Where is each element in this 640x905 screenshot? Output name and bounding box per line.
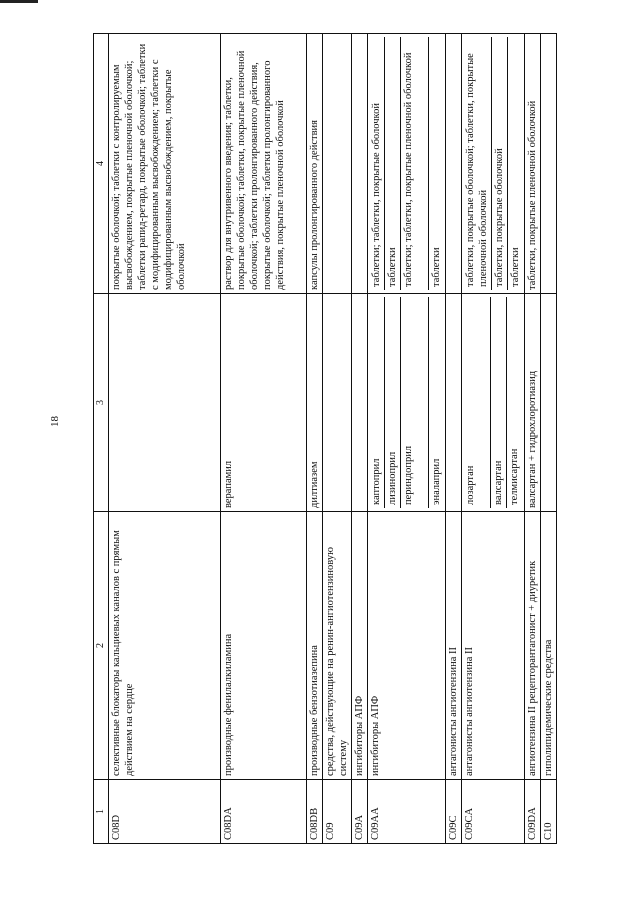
dosage-forms: таблетки, покрытые оболочкой: [491, 37, 507, 290]
drug-name: дилтиазем: [307, 294, 323, 512]
drug-list: [368, 294, 446, 512]
atc-code: C08D: [109, 780, 221, 844]
dosage-forms: капсулы пролонгированного действия: [307, 34, 323, 294]
dosage-forms-list: [368, 34, 446, 294]
top-edge-mark: [0, 0, 38, 3]
group-name: антагонисты ангиотензина II: [462, 512, 525, 780]
table-row: [541, 34, 557, 844]
dosage-forms: таблетки: [428, 37, 444, 290]
group-name: производные бензотиазепина: [307, 512, 323, 780]
atc-code: C08DA: [221, 780, 307, 844]
header-col-2: 2: [94, 512, 109, 780]
drug-name: [541, 294, 557, 512]
drug-name: [109, 294, 221, 512]
dosage-forms: таблетки; таблетки, покрытые оболочкой: [371, 103, 382, 287]
dosage-forms: таблетки, покрытые пленочной оболочкой: [525, 34, 541, 294]
atc-code: C08DB: [307, 780, 323, 844]
page-number: 18: [49, 416, 61, 427]
drug-name: периндоприл: [400, 297, 428, 508]
table-row: [525, 34, 541, 844]
group-name: ангиотензина II рецепторантагонист + диуретик: [525, 512, 541, 780]
dosage-forms: [352, 34, 368, 294]
table-row: [221, 34, 307, 844]
drug-name: каптоприл: [371, 458, 382, 505]
drug-name: лозартан: [465, 465, 476, 505]
table-row: [462, 34, 525, 844]
dosage-forms-list: [462, 34, 525, 294]
dosage-forms: раствор для внутривенного введения; таблетки, покрытые оболочкой; таблетки, покрытые пленочной оболочкой; таблетки пролонгированного действия, покрытые оболочкой; таблетки пролонгированного действия, покрытые пленочной оболочкой: [221, 34, 307, 294]
table-row: [109, 34, 221, 844]
atc-code: C09: [323, 780, 352, 844]
dosage-forms: [446, 34, 462, 294]
dosage-forms: таблетки, покрытые оболочкой; таблетки, покрытые пленочной оболочкой: [465, 53, 489, 287]
group-name: средства, действующие на ренин-ангиотензиновую систему: [323, 512, 352, 780]
atc-code: C09C: [446, 780, 462, 844]
dosage-forms: таблетки: [507, 37, 523, 290]
atc-code: C09A: [352, 780, 368, 844]
group-name: селективные блокаторы кальциевых каналов с прямым действием на сердце: [109, 512, 221, 780]
table-row: [446, 34, 462, 844]
drug-name: [352, 294, 368, 512]
drug-name: эналаприл: [428, 297, 444, 508]
group-name: антагонисты ангиотензина II: [446, 512, 462, 780]
drug-name: телмисартан: [506, 297, 522, 508]
atc-code: C09CA: [462, 780, 525, 844]
dosage-forms: покрытые оболочкой; таблетки с контролируемым высвобождением, покрытые пленочной оболочкой; таблетки рапид-ретард, покрытые оболочкой; таблетки с модифицированным высвобождением; таблетки с модифицированным высвобождением, покрытые оболочкой: [109, 34, 221, 294]
table-row: [307, 34, 323, 844]
dosage-forms: [541, 34, 557, 294]
drug-name: валсартан + гидрохлоротиазид: [525, 294, 541, 512]
drug-name: [323, 294, 352, 512]
atc-code: C10: [541, 780, 557, 844]
table-row: [368, 34, 446, 844]
atc-code: C09DA: [525, 780, 541, 844]
drug-name: верапамил: [221, 294, 307, 512]
table-row: [323, 34, 352, 844]
atc-code: C09AA: [368, 780, 446, 844]
rotated-table-container: [93, 34, 576, 844]
dosage-forms: таблетки; таблетки, покрытые пленочной оболочкой: [400, 37, 428, 290]
header-col-4: 4: [94, 34, 109, 294]
drug-name: [446, 294, 462, 512]
group-name: производные фенилалкиламина: [221, 512, 307, 780]
header-col-1: 1: [94, 780, 109, 844]
drug-name: валсартан: [490, 297, 506, 508]
drug-table: [93, 33, 557, 844]
drug-list: [462, 294, 525, 512]
group-name: ингибиторы АПФ: [352, 512, 368, 780]
drug-name: лизиноприл: [384, 297, 400, 508]
table-header-row: [94, 34, 109, 844]
dosage-forms: [323, 34, 352, 294]
header-col-3: 3: [94, 294, 109, 512]
table-row: [352, 34, 368, 844]
dosage-forms: таблетки: [384, 37, 400, 290]
group-name: гиполипидемические средства: [541, 512, 557, 780]
group-name: ингибиторы АПФ: [368, 512, 446, 780]
